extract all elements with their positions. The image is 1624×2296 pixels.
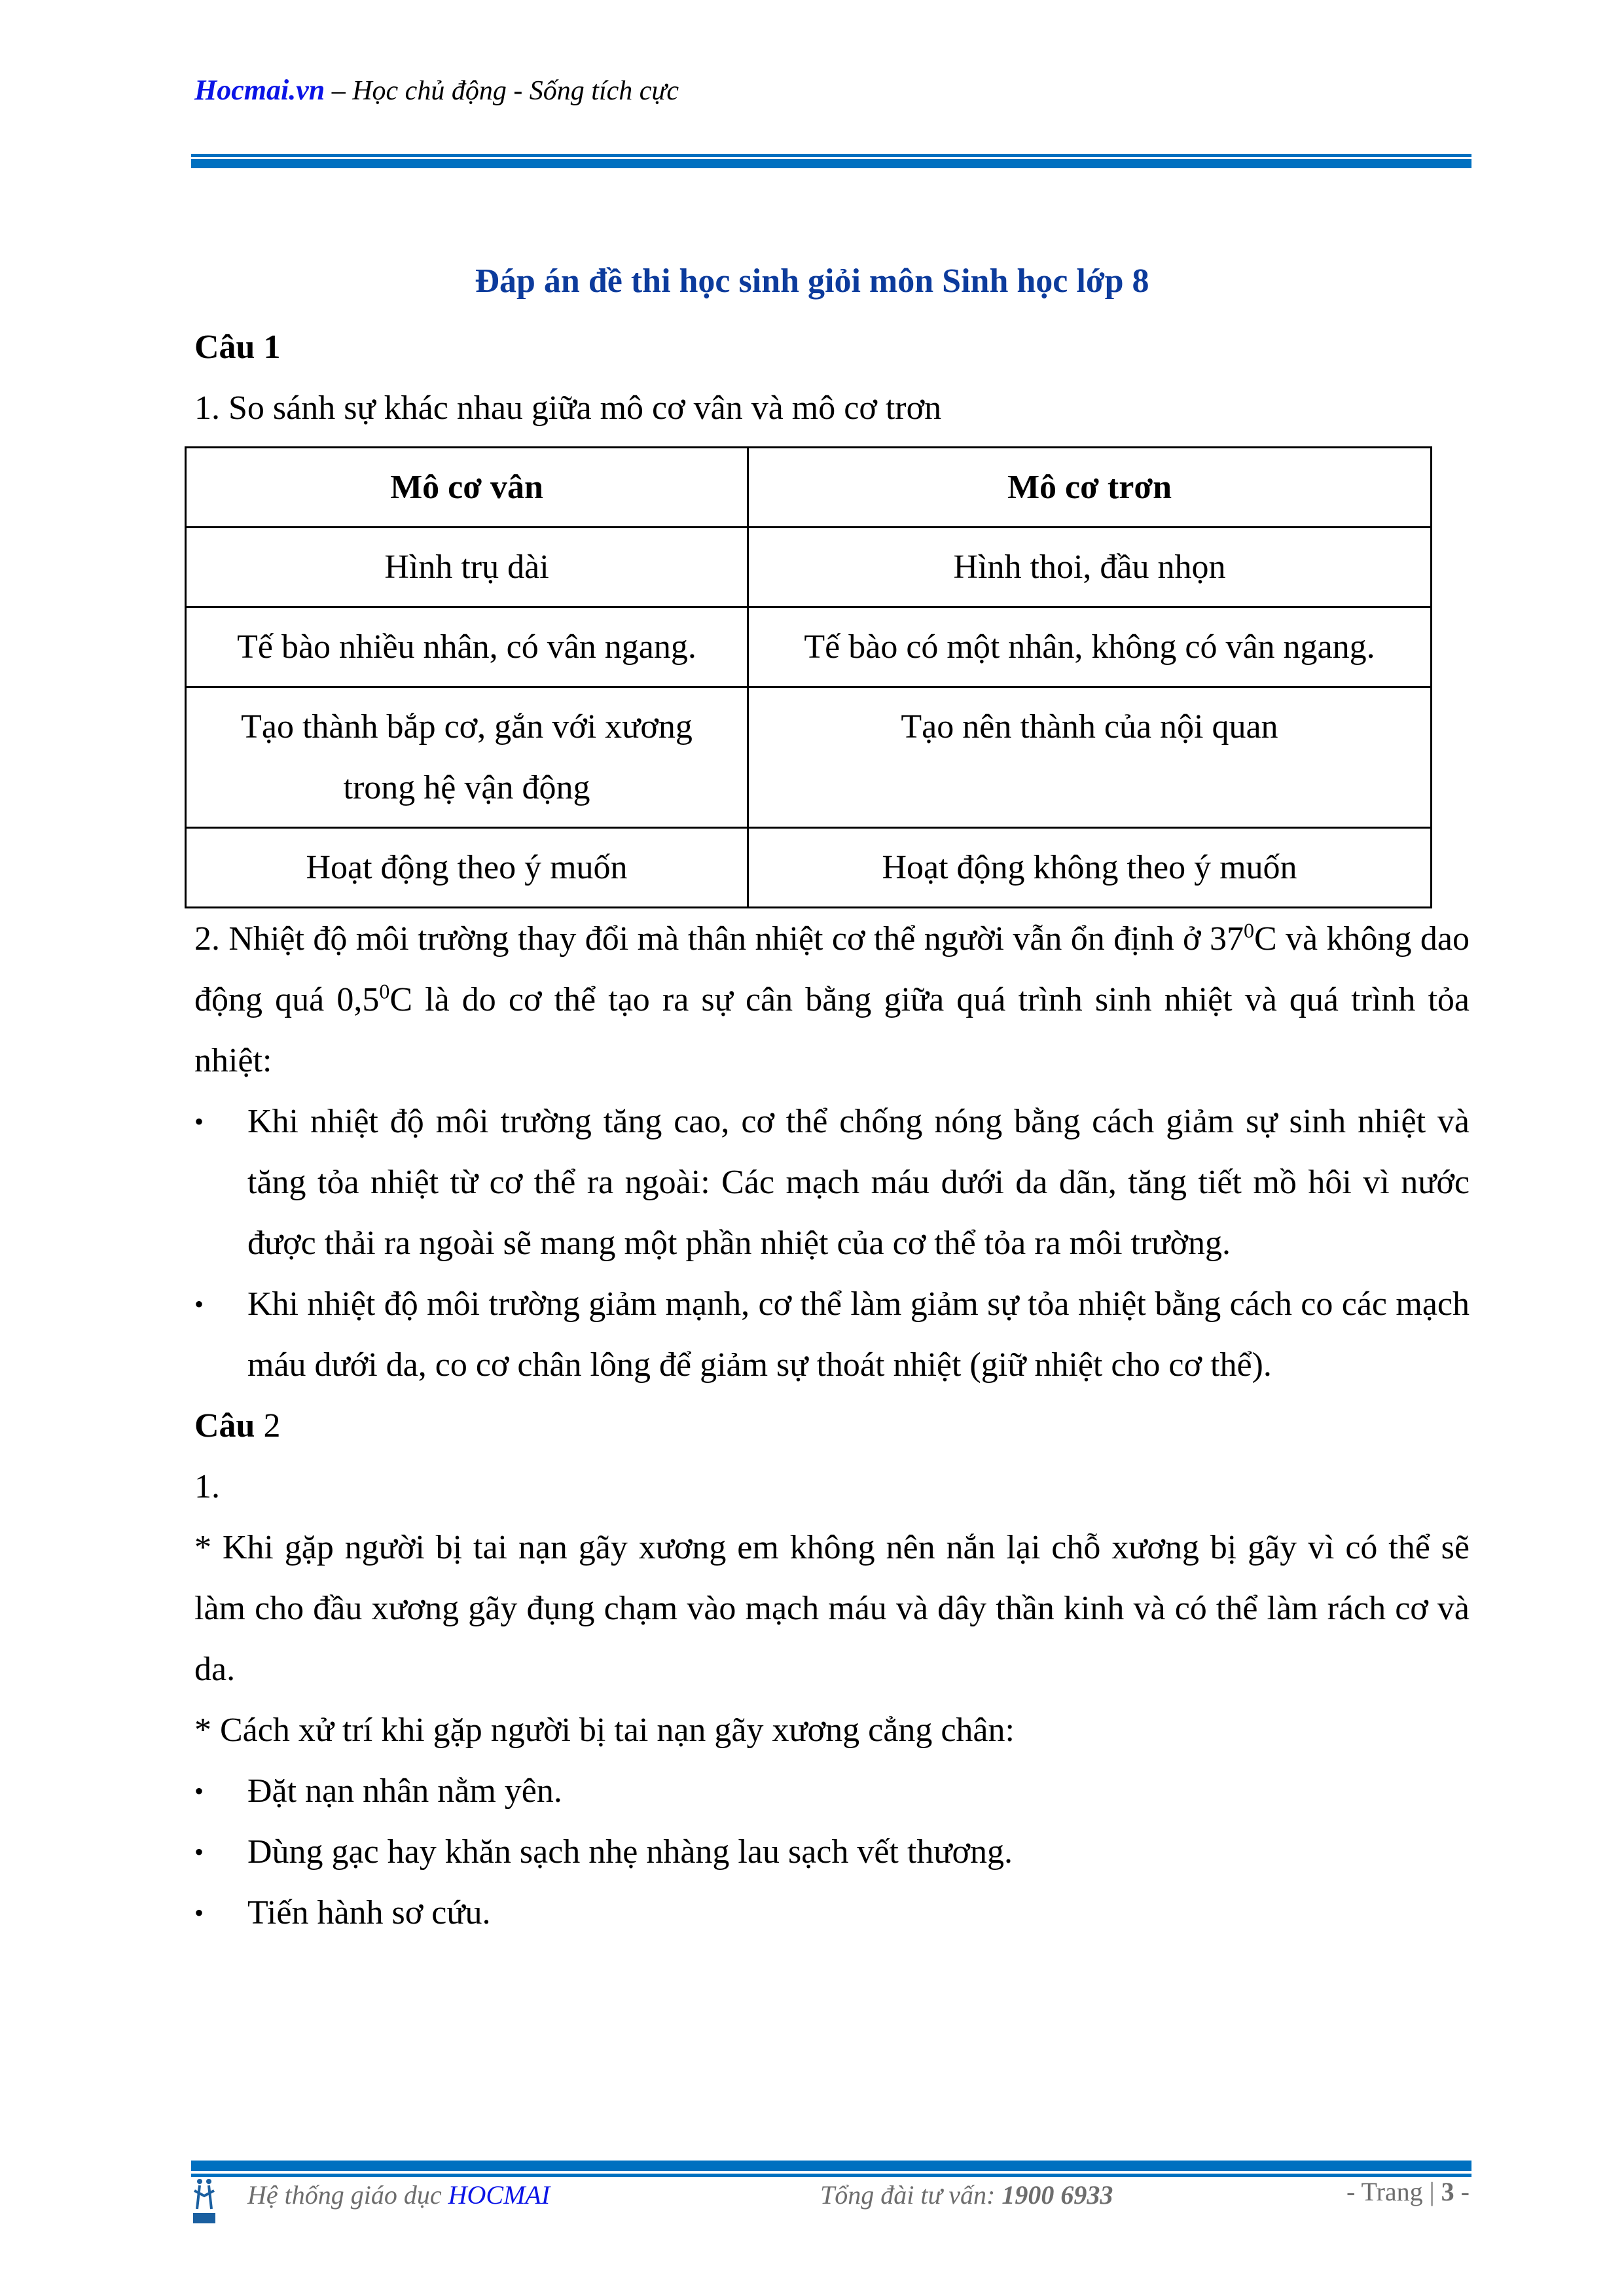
footer-brand: HOCMAI xyxy=(448,2180,550,2210)
footer-page-number xyxy=(1346,2176,1470,2207)
table-cell: Hình trụ dài xyxy=(186,528,748,607)
footer-rule-thin xyxy=(191,2174,1471,2177)
list-item: • Tiến hành sơ cứu. xyxy=(194,1882,1470,1943)
page-prefix: - Trang | xyxy=(1346,2177,1441,2206)
table-row xyxy=(186,607,1432,687)
table-header-row xyxy=(186,448,1432,528)
footer-rule-thick xyxy=(191,2161,1471,2171)
header-brand: Hocmai.vn xyxy=(194,74,325,106)
footer-hotline xyxy=(820,2179,1113,2210)
hocmai-logo-icon xyxy=(193,2176,215,2223)
list-item: • Đặt nạn nhân nằm yên. xyxy=(194,1761,1470,1821)
paragraph: * Cách xử trí khi gặp người bị tai nạn gãy xương cẳng chân: xyxy=(194,1712,1015,1749)
header-rule-thin xyxy=(191,154,1471,157)
table-cell: Hình thoi, đầu nhọn xyxy=(748,528,1432,607)
table-row xyxy=(186,687,1432,828)
footer-hotline-label: Tổng đài tư vấn: xyxy=(820,2180,1002,2210)
page-suffix: - xyxy=(1454,2177,1470,2206)
section-heading-cau2 xyxy=(194,1395,1470,1456)
document-body xyxy=(194,317,1470,1943)
footer-system-label: Hệ thống giáo dục xyxy=(247,2180,448,2210)
bullet-list xyxy=(194,1761,1470,1943)
table-row xyxy=(186,528,1432,607)
table-row xyxy=(186,828,1432,908)
text-segment: C và không dao động quá 0,5 xyxy=(194,920,1470,1018)
header-rule-thick xyxy=(191,159,1471,168)
list-item: • Khi nhiệt độ môi trường tăng cao, cơ thể chống nóng bằng cách giảm sự sinh nhiệt và tăng tỏa nhiệt từ cơ thể ra ngoài: Các mạch máu dưới da dãn, tăng tiết mồ hôi vì nước được thải ra ngoài sẽ mang một phần nhiệt của cơ thể tỏa ra môi trường. xyxy=(194,1091,1470,1274)
page-num: 3 xyxy=(1441,2177,1454,2206)
table-cell: Tạo thành bắp cơ, gắn với xương trong hệ vận động xyxy=(186,687,748,828)
superscript: 0 xyxy=(1243,918,1254,942)
comparison-table xyxy=(185,446,1432,908)
table-header: Mô cơ vân xyxy=(186,448,748,528)
table-header: Mô cơ trơn xyxy=(748,448,1432,528)
item-number: 1. xyxy=(194,1468,220,1505)
superscript: 0 xyxy=(379,979,390,1003)
heading-text: Câu xyxy=(194,1407,255,1444)
bullet-list xyxy=(194,1091,1470,1395)
table-cell: Tạo nên thành của nội quan xyxy=(748,687,1432,828)
question-2-answer xyxy=(194,908,1470,1091)
paragraph: * Khi gặp người bị tai nạn gãy xương em không nên nắn lại chỗ xương bị gãy vì có thể sẽ làm cho đầu xương gãy đụng chạm vào mạch máu và dây thần kinh và có thể làm rách cơ và da. xyxy=(194,1529,1470,1688)
table-cell: Tế bào có một nhân, không có vân ngang. xyxy=(748,607,1432,687)
footer-system xyxy=(247,2179,550,2210)
table-cell: Tế bào nhiều nhân, có vân ngang. xyxy=(186,607,748,687)
question-1: 1. So sánh sự khác nhau giữa mô cơ vân và mô cơ trơn xyxy=(194,389,942,427)
section-heading-cau1: Câu 1 xyxy=(194,329,281,366)
footer-hotline-number: 1900 6933 xyxy=(1001,2180,1113,2210)
list-item: • Khi nhiệt độ môi trường giảm mạnh, cơ thể làm giảm sự tỏa nhiệt bằng cách co các mạch máu dưới da, co cơ chân lông để giảm sự thoát nhiệt (giữ nhiệt cho cơ thể). xyxy=(194,1274,1470,1395)
heading-number: 2 xyxy=(255,1407,281,1444)
text-segment: C là do cơ thể tạo ra sự cân bằng giữa quá trình sinh nhiệt và quá trình tỏa nhiệt: xyxy=(194,981,1470,1079)
page-header xyxy=(194,73,679,107)
header-slogan: – Học chủ động - Sống tích cực xyxy=(325,76,679,106)
list-item: • Dùng gạc hay khăn sạch nhẹ nhàng lau sạch vết thương. xyxy=(194,1821,1470,1882)
text-segment: 2. Nhiệt độ môi trường thay đổi mà thân nhiệt cơ thể người vẫn ổn định ở 37 xyxy=(194,920,1244,958)
table-cell: Hoạt động không theo ý muốn xyxy=(748,828,1432,908)
document-title: Đáp án đề thi học sinh giỏi môn Sinh học lớp 8 xyxy=(475,262,1149,300)
table-cell: Hoạt động theo ý muốn xyxy=(186,828,748,908)
